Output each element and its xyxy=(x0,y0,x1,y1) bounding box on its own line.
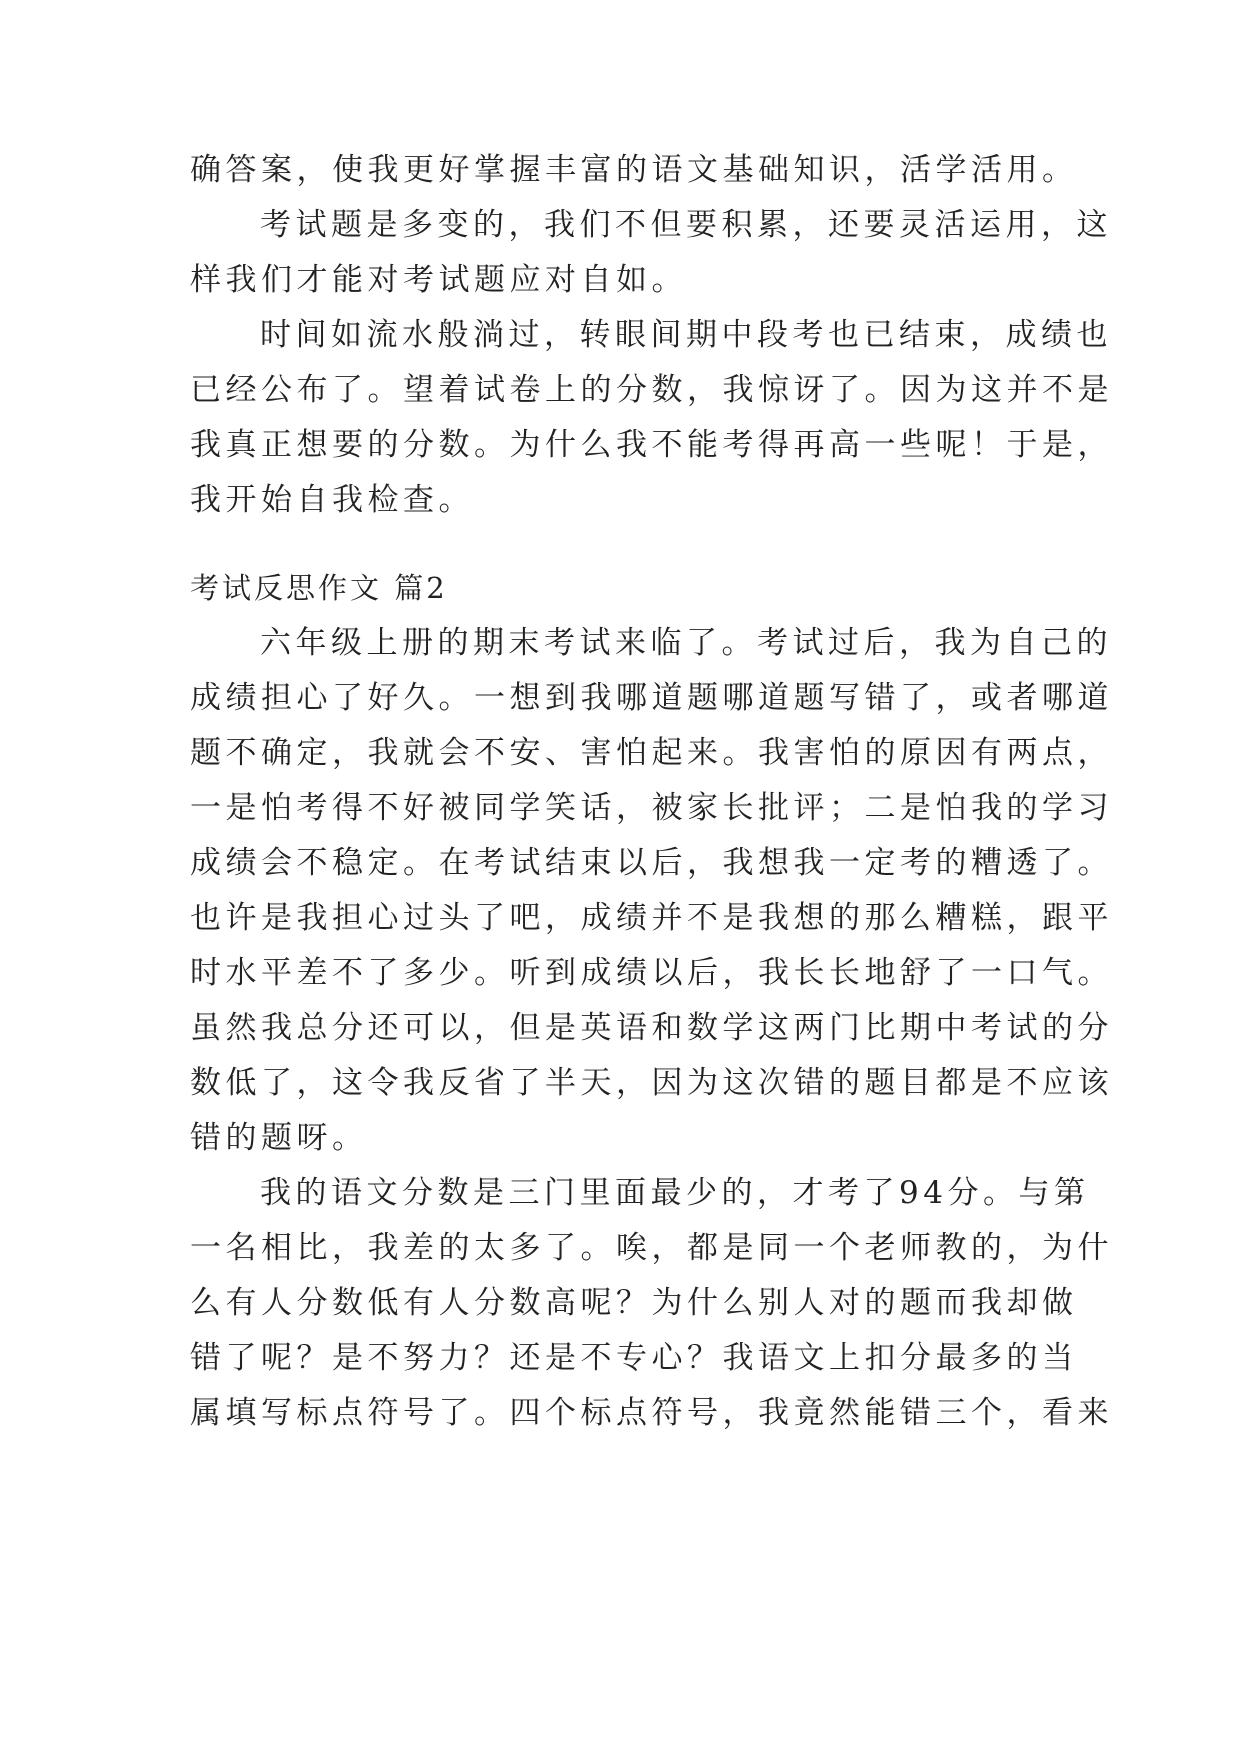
paragraph-line: 我真正想要的分数。为什么我不能考得再高一些呢！于是， xyxy=(190,427,1113,463)
paragraph-line: 题不确定，我就会不安、害怕起来。我害怕的原因有两点， xyxy=(190,735,1113,771)
paragraph-line: 六年级上册的期末考试来临了。考试过后，我为自己的 xyxy=(260,625,1112,661)
paragraph-line: 考试题是多变的，我们不但要积累，还要灵活运用，这 xyxy=(260,207,1112,243)
paragraph-line: 我的语文分数是三门里面最少的，才考了94分。与第 xyxy=(260,1175,1090,1211)
paragraph-line: 成绩担心了好久。一想到我哪道题哪道题写错了，或者哪道 xyxy=(190,680,1113,716)
paragraph-line: 我开始自我检查。 xyxy=(190,482,474,518)
section-heading: 考试反思作文 篇2 xyxy=(190,571,448,605)
paragraph-line: 错的题呀。 xyxy=(190,1120,368,1156)
paragraph-line: 样我们才能对考试题应对自如。 xyxy=(190,262,687,298)
paragraph-line: 也许是我担心过头了吧，成绩并不是我想的那么糟糕，跟平 xyxy=(190,900,1113,936)
paragraph-line: 时水平差不了多少。听到成绩以后，我长长地舒了一口气。 xyxy=(190,955,1113,991)
paragraph-line: 已经公布了。望着试卷上的分数，我惊讶了。因为这并不是 xyxy=(190,372,1113,408)
paragraph-line: 成绩会不稳定。在考试结束以后，我想我一定考的糟透了。 xyxy=(190,845,1113,881)
paragraph-line: 数低了，这令我反省了半天，因为这次错的题目都是不应该 xyxy=(190,1065,1113,1101)
paragraph-line: 错了呢？是不努力？还是不专心？我语文上扣分最多的当 xyxy=(190,1340,1078,1376)
paragraph-line: 么有人分数低有人分数高呢？为什么别人对的题而我却做 xyxy=(190,1285,1078,1321)
paragraph-line: 一名相比，我差的太多了。唉，都是同一个老师教的，为什 xyxy=(190,1230,1113,1266)
paragraph-line: 一是怕考得不好被同学笑话，被家长批评；二是怕我的学习 xyxy=(190,790,1113,826)
paragraph-line: 虽然我总分还可以，但是英语和数学这两门比期中考试的分 xyxy=(190,1010,1113,1046)
paragraph-line: 时间如流水般淌过，转眼间期中段考也已结束，成绩也 xyxy=(260,317,1112,353)
paragraph-line: 确答案，使我更好掌握丰富的语文基础知识，活学活用。 xyxy=(190,152,1078,188)
paragraph-line: 属填写标点符号了。四个标点符号，我竟然能错三个，看来 xyxy=(190,1395,1113,1431)
